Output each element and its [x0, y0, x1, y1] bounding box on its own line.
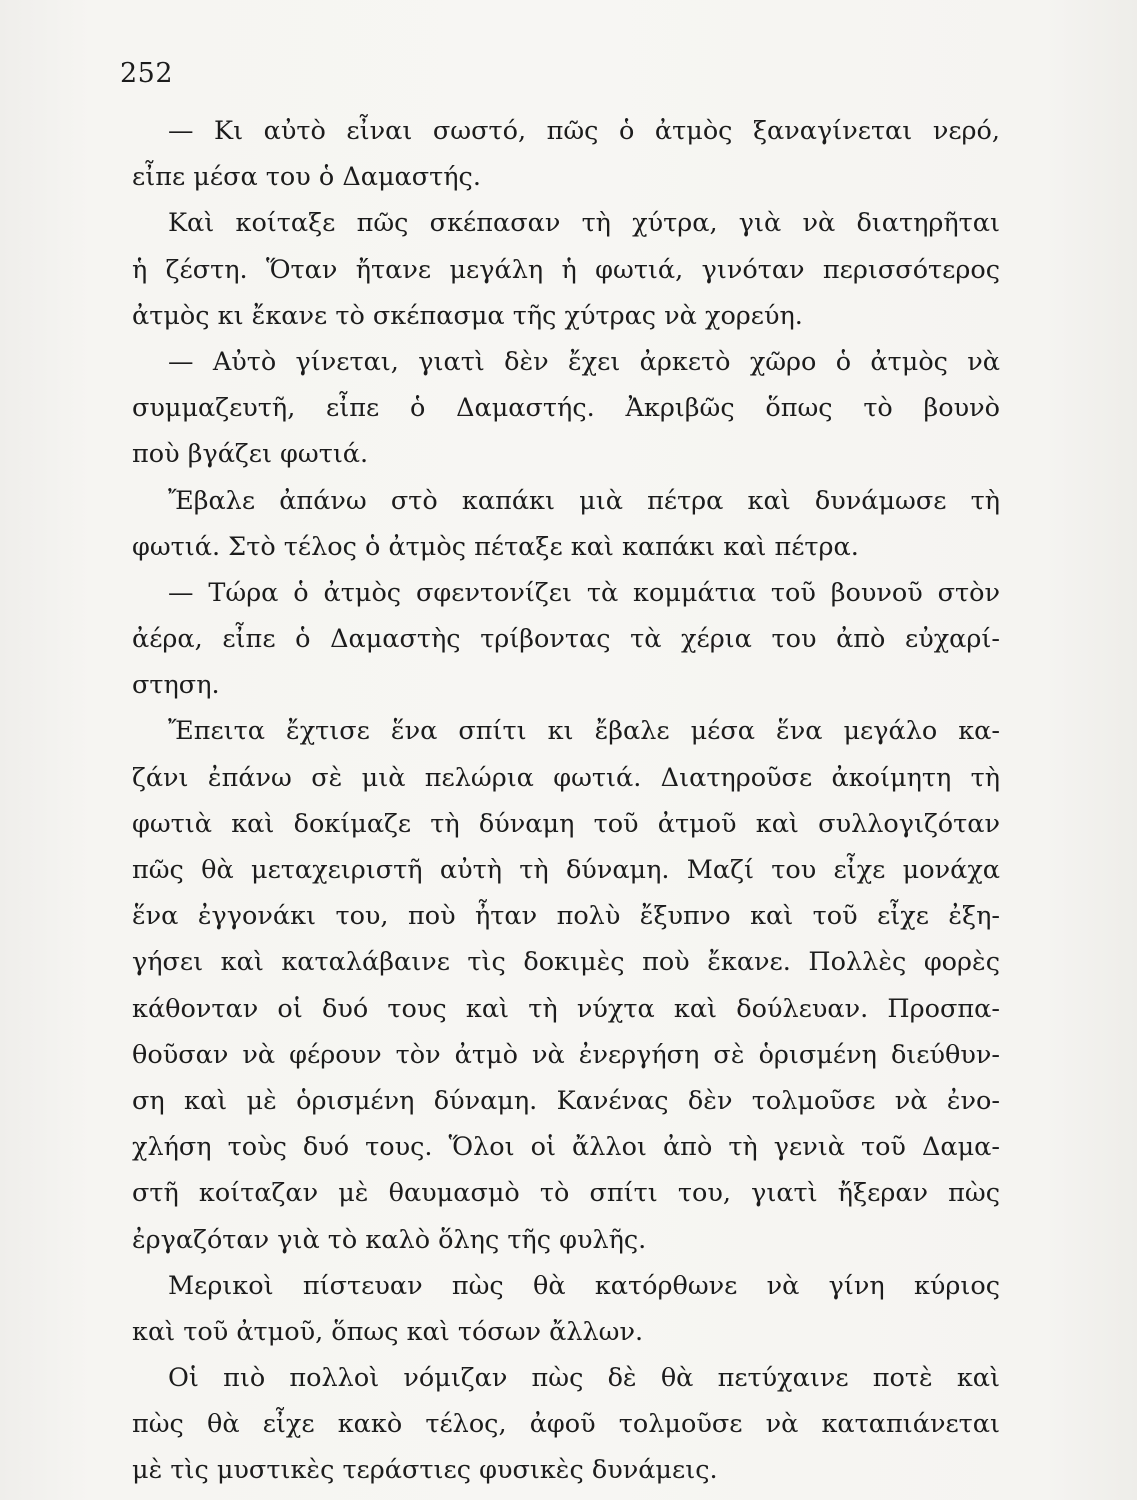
text-line: θοῦσαν νὰ φέρουν τὸν ἀτμὸ νὰ ἐνεργήση σὲ ὁρισμένη διεύθυν- — [132, 1039, 1000, 1070]
text-line: ἀτμὸς κι ἔκανε τὸ σκέπασμα τῆς χύτρας νὰ χορεύη. — [132, 300, 803, 331]
text-line: στῆ κοίταζαν μὲ θαυμασμὸ τὸ σπίτι του, γιατὶ ἤξεραν πὼς — [132, 1178, 1000, 1209]
text-line: ἕνα ἐγγονάκι του, ποὺ ἦταν πολὺ ἔξυπνο καὶ τοῦ εἶχε ἐξη- — [132, 901, 1000, 932]
text-line: χλήση τοὺς δυό τους. Ὅλοι οἱ ἄλλοι ἀπὸ τὴ γενιὰ τοῦ Δαμα- — [132, 1132, 1000, 1163]
text-line: γήσει καὶ καταλάβαινε τὶς δοκιμὲς ποὺ ἔκανε. Πολλὲς φορὲς — [132, 947, 1000, 978]
text-line: στηση. — [132, 670, 220, 701]
text-line: — Αὐτὸ γίνεται, γιατὶ δὲν ἔχει ἀρκετὸ χῶρο ὁ ἀτμὸς νὰ — [168, 346, 1000, 377]
text-line: φωτιὰ καὶ δοκίμαζε τὴ δύναμη τοῦ ἀτμοῦ καὶ συλλογιζόταν — [132, 808, 1000, 839]
text-line: Ἔβαλε ἀπάνω στὸ καπάκι μιὰ πέτρα καὶ δυνάμωσε τὴ — [168, 485, 1000, 516]
text-line: — Κι αὐτὸ εἶναι σωστό, πῶς ὁ ἀτμὸς ξαναγίνεται νερό, — [168, 116, 1000, 146]
text-line: — Τώρα ὁ ἀτμὸς σφεντονίζει τὰ κομμάτια τοῦ βουνοῦ στὸν — [168, 577, 1000, 608]
text-line: ποὺ βγάζει φωτιά. — [132, 439, 369, 470]
text-line: ζάνι ἐπάνω σὲ μιὰ πελώρια φωτιά. Διατηροῦσε ἀκοίμητη τὴ — [132, 762, 1000, 793]
text-line: πῶς θὰ μεταχειριστῆ αὐτὴ τὴ δύναμη. Μαζί του εἶχε μονάχα — [132, 855, 1000, 885]
text-line: ἀέρα, εἶπε ὁ Δαμαστὴς τρίβοντας τὰ χέρια του ἀπὸ εὐχαρί- — [132, 624, 1000, 655]
text-line: πὼς θὰ εἶχε κακὸ τέλος, ἀφοῦ τολμοῦσε νὰ καταπιάνεται — [132, 1409, 1000, 1440]
body-text — [132, 108, 1000, 1494]
text-line: Ἔπειτα ἔχτισε ἕνα σπίτι κι ἔβαλε μέσα ἕνα μεγάλο κα- — [168, 716, 1000, 747]
text-line: μὲ τὶς μυστικὲς τεράστιες φυσικὲς δυνάμεις. — [132, 1455, 718, 1486]
text-line: καὶ τοῦ ἀτμοῦ, ὅπως καὶ τόσων ἄλλων. — [132, 1316, 644, 1347]
text-line: ἡ ζέστη. Ὅταν ἤτανε μεγάλη ἡ φωτιά, γινόταν περισσότερος — [132, 254, 1000, 285]
text-line: εἶπε μέσα του ὁ Δαμαστής. — [132, 162, 481, 193]
text-line: Μερικοὶ πίστευαν πὼς θὰ κατόρθωνε νὰ γίνη κύριος — [168, 1270, 1000, 1301]
text-line: φωτιά. Στὸ τέλος ὁ ἀτμὸς πέταξε καὶ καπάκι καὶ πέτρα. — [132, 531, 859, 562]
text-line: ση καὶ μὲ ὁρισμένη δύναμη. Κανένας δὲν τολμοῦσε νὰ ἐνο- — [132, 1085, 1000, 1116]
page-number: 252 — [120, 58, 174, 89]
text-line: Καὶ κοίταξε πῶς σκέπασαν τὴ χύτρα, γιὰ νὰ διατηρῆται — [168, 208, 1000, 239]
text-line: συμμαζευτῆ, εἶπε ὁ Δαμαστής. Ἀκριβῶς ὅπως τὸ βουνὸ — [132, 393, 1000, 424]
text-line: κάθονταν οἱ δυό τους καὶ τὴ νύχτα καὶ δούλευαν. Προσπα- — [132, 993, 1000, 1024]
text-line: Οἱ πιὸ πολλοὶ νόμιζαν πὼς δὲ θὰ πετύχαινε ποτὲ καὶ — [168, 1363, 1000, 1394]
text-line: ἐργαζόταν γιὰ τὸ καλὸ ὅλης τῆς φυλῆς. — [132, 1224, 647, 1255]
